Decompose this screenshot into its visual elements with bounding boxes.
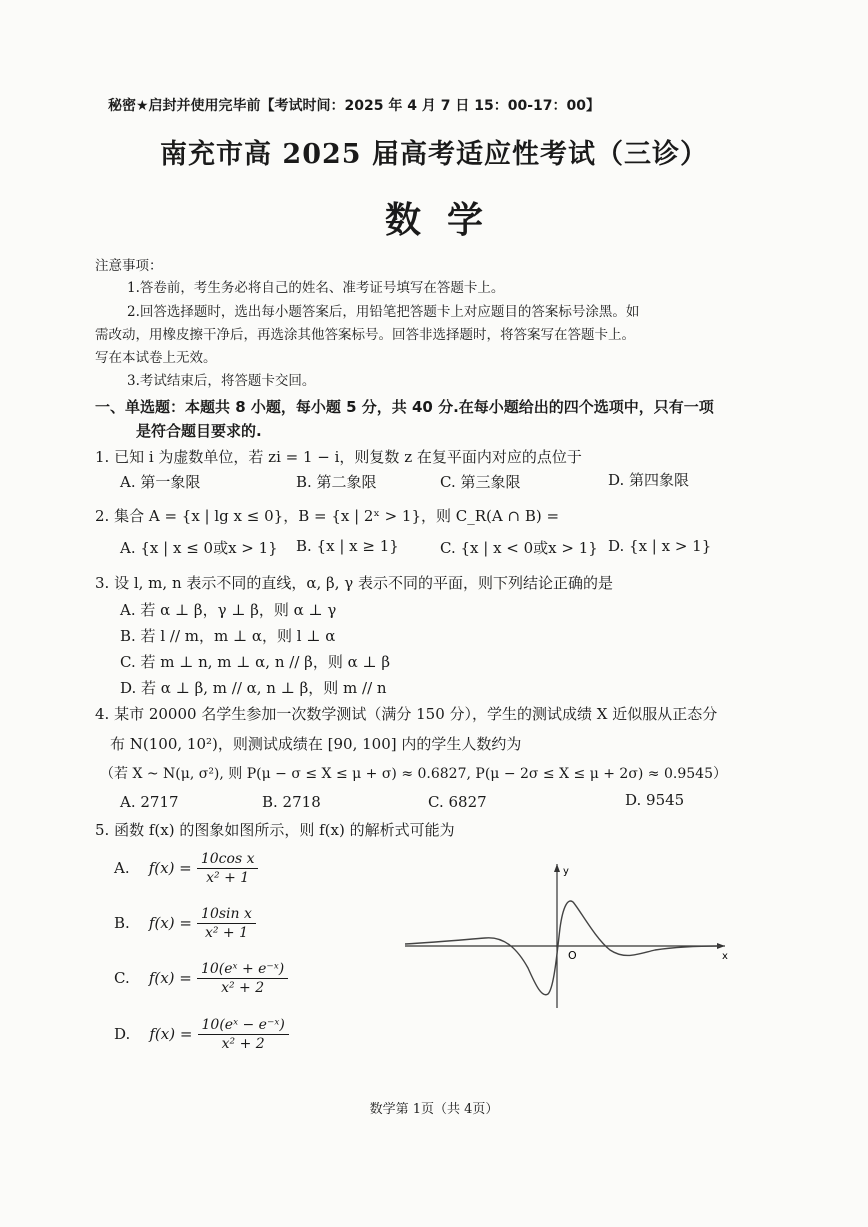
- x-axis-label: x: [722, 951, 728, 962]
- option-c-fraction: [197, 960, 288, 997]
- option-b-numerator: 10sin x: [197, 905, 256, 924]
- option-d-lhs: f(x) =: [149, 1025, 193, 1043]
- question-2-option-c: C. {x | x < 0或x > 1}: [440, 539, 598, 557]
- option-c-numerator: 10(eˣ + e⁻ˣ): [197, 960, 288, 979]
- question-5-option-a: [114, 850, 258, 887]
- question-5-option-c: [114, 960, 288, 997]
- question-4-line-1: 4. 某市 20000 名学生参加一次数学测试（满分 150 分），学生的测试成绩 X 近似服从正态分: [95, 705, 718, 723]
- option-d-numerator: 10(eˣ − e⁻ˣ): [198, 1016, 289, 1035]
- option-b-fraction: [197, 905, 256, 942]
- note-item-3: 3.考试结束后，将答题卡交回。: [127, 373, 316, 389]
- option-b-label: B.: [114, 914, 130, 932]
- confidential-notice: 秘密★启封并使用完毕前【考试时间：2025 年 4 月 7 日 15：00-17：00】: [108, 98, 600, 114]
- question-1-option-a: A. 第一象限: [120, 473, 201, 491]
- note-item-2-line-1: 2.回答选择题时，选出每小题答案后，用铅笔把答题卡上对应题目的答案标号涂黑。如: [127, 304, 640, 320]
- option-b-denominator: x² + 1: [204, 925, 248, 941]
- option-c-lhs: f(x) =: [148, 969, 192, 987]
- question-3-option-a: A. 若 α ⊥ β，γ ⊥ β，则 α ⊥ γ: [120, 601, 337, 619]
- option-a-lhs: f(x) =: [148, 859, 192, 877]
- note-item-2-line-3: 写在本试卷上无效。: [95, 350, 217, 366]
- y-axis-label: y: [563, 866, 569, 877]
- question-4-option-a: A. 2717: [120, 793, 179, 811]
- question-3-option-d: D. 若 α ⊥ β, m // α, n ⊥ β，则 m // n: [120, 679, 387, 697]
- question-4-option-d: D. 9545: [625, 791, 685, 809]
- question-5-stem: 5. 函数 f(x) 的图象如图所示，则 f(x) 的解析式可能为: [95, 821, 455, 839]
- option-a-numerator: 10cos x: [197, 850, 259, 869]
- question-3-stem: 3. 设 l, m, n 表示不同的直线，α, β, γ 表示不同的平面，则下列结论正确的是: [95, 574, 613, 592]
- notes-heading: 注意事项：: [95, 258, 163, 274]
- question-3-option-c: C. 若 m ⊥ n, m ⊥ α, n // β，则 α ⊥ β: [120, 653, 391, 671]
- question-2-option-a: A. {x | x ≤ 0或x > 1}: [120, 539, 278, 557]
- question-1-option-b: B. 第二象限: [296, 473, 377, 491]
- function-graph: [400, 858, 735, 1013]
- question-1-option-d: D. 第四象限: [608, 471, 690, 489]
- option-a-label: A.: [114, 859, 130, 877]
- page-footer: 数学第 1页（共 4页）: [369, 1102, 499, 1117]
- option-b-lhs: f(x) =: [148, 914, 192, 932]
- question-5-option-b: [114, 905, 256, 942]
- option-a-fraction: [197, 850, 259, 887]
- note-item-2-line-2: 需改动，用橡皮擦干净后，再选涂其他答案标号。回答非选择题时，将答案写在答题卡上。: [95, 327, 635, 343]
- question-5-option-d: [114, 1016, 289, 1053]
- question-4-line-2: 布 N(100, 10²)，则测试成绩在 [90, 100] 内的学生人数约为: [110, 735, 522, 753]
- question-2-option-b: B. {x | x ≥ 1}: [296, 537, 399, 555]
- section-heading-line-2: 是符合题目要求的.: [136, 422, 262, 440]
- section-heading-line-1: 一、单选题：本题共 8 小题，每小题 5 分，共 40 分.在每小题给出的四个选项中，只有一项: [95, 398, 714, 416]
- question-1-option-c: C. 第三象限: [440, 473, 521, 491]
- exam-title: 南充市高 2025 届高考适应性考试（三诊）: [160, 139, 708, 170]
- option-c-label: C.: [114, 969, 130, 987]
- origin-label: O: [568, 949, 577, 962]
- y-axis-arrow-icon: [554, 864, 560, 872]
- question-2-stem: 2. 集合 A = {x | lg x ≤ 0}，B = {x | 2ˣ > 1}，则 C_R(A ∩ B) =: [95, 507, 560, 525]
- question-1-stem: 1. 已知 i 为虚数单位，若 zi = 1 − i，则复数 z 在复平面内对应的点位于: [95, 448, 582, 466]
- option-a-denominator: x² + 1: [206, 870, 250, 886]
- option-c-denominator: x² + 2: [221, 980, 265, 996]
- function-curve: [405, 901, 720, 995]
- question-4-option-b: B. 2718: [262, 793, 321, 811]
- question-3-option-b: B. 若 l // m，m ⊥ α，则 l ⊥ α: [120, 627, 336, 645]
- question-2-option-d: D. {x | x > 1}: [608, 537, 712, 555]
- question-4-option-c: C. 6827: [428, 793, 487, 811]
- question-4-line-3: （若 X ~ N(μ, σ²), 则 P(μ − σ ≤ X ≤ μ + σ) ≈ 0.6827, P(μ − 2σ ≤ X ≤ μ + 2σ) ≈ 0.9545）: [100, 766, 727, 782]
- note-item-1: 1.答卷前，考生务必将自己的姓名、准考证号填写在答题卡上。: [127, 280, 505, 296]
- subject-title: 数学: [384, 199, 509, 241]
- option-d-label: D.: [114, 1025, 131, 1043]
- option-d-fraction: [198, 1016, 289, 1053]
- option-d-denominator: x² + 2: [221, 1036, 265, 1052]
